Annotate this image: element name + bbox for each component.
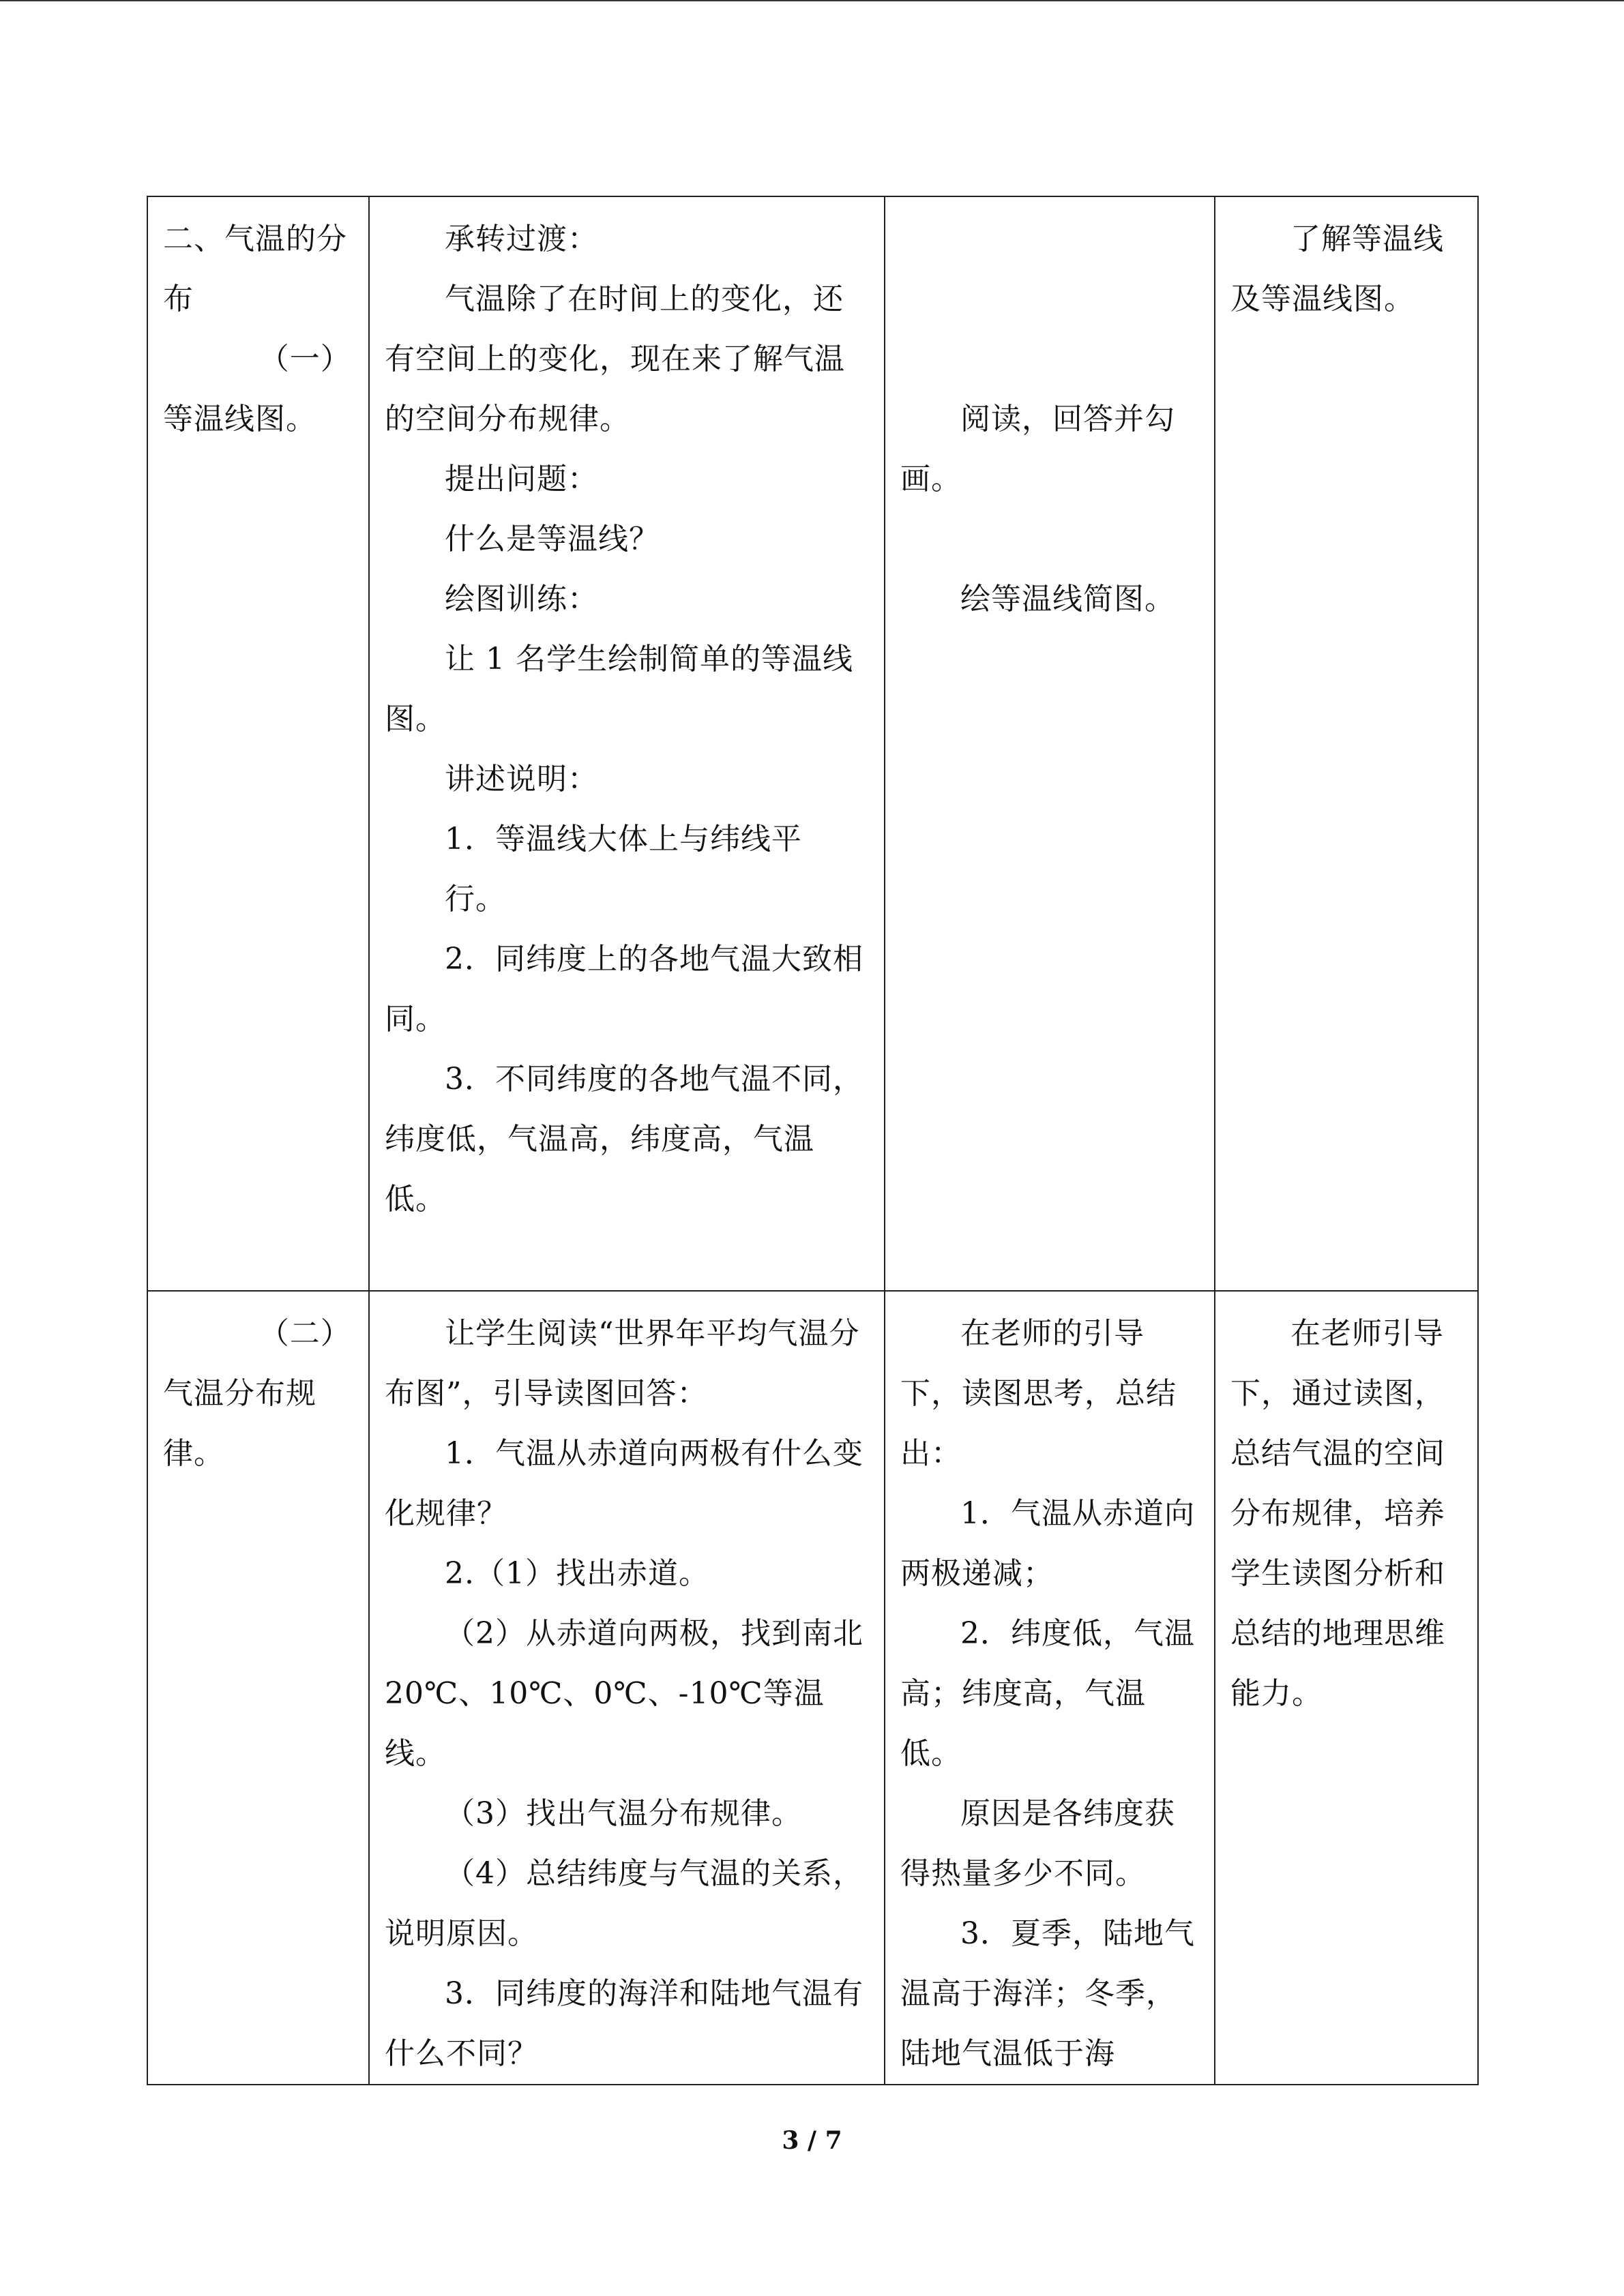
teacher-text: 绘图训练：	[445, 582, 598, 616]
teacher-text: 2．同纬度上的各地气温大致相同。	[385, 942, 863, 1037]
teacher-text: 3．同纬度的海洋和陆地气温有什么不同？	[385, 1976, 863, 2071]
student-text: 2．纬度低，气温高；纬度高，气温低。	[900, 1616, 1195, 1771]
student-text: 在老师的引导下，读图思考，总结出：	[900, 1316, 1177, 1471]
teacher-text: 行。	[445, 882, 506, 916]
teacher-text: 什么是等温线？	[445, 522, 660, 556]
teacher-text: （2）从赤道向两极，找到南北 20℃、10℃、0℃、-10℃等温线。	[385, 1616, 863, 1771]
page-number: 3 / 7	[782, 2126, 842, 2155]
teacher-text: 气温除了在时间上的变化，还有空间上的变化，现在来了解气温的空间分布规律。	[385, 282, 845, 436]
table-row	[147, 1291, 1478, 2085]
teacher-text: 让 1 名学生绘制简单的等温线图。	[385, 642, 853, 736]
teacher-activity-cell	[369, 196, 885, 1291]
student-activity-cell	[885, 196, 1215, 1291]
student-text: 阅读，回答并勾画。	[900, 402, 1175, 496]
section-title-cell	[147, 196, 369, 1291]
intent-text: 在老师引导下，通过读图，总结气温的空间分布规律，培养学生读图分析和总结的地理思维能力。	[1230, 1316, 1445, 1711]
subsection-title: 气温分布规律。	[163, 1376, 316, 1471]
subsection-title: 等温线图。	[163, 402, 316, 436]
intent-text: 了解等温线及等温线图。	[1230, 222, 1444, 316]
subsection-number: （一）	[259, 342, 351, 376]
section-heading: 二、气温的分布	[163, 222, 347, 316]
subsection-number: （二）	[259, 1316, 351, 1351]
design-intent-cell	[1215, 196, 1478, 1291]
teacher-text: 提出问题：	[445, 462, 598, 496]
student-text: 1．气温从赤道向两极递减；	[900, 1496, 1195, 1591]
teacher-text: 承转过渡：	[445, 222, 598, 256]
student-text: 原因是各纬度获得热量多少不同。	[900, 1796, 1175, 1891]
design-intent-cell	[1215, 1291, 1478, 2085]
section-title-cell	[147, 1291, 369, 2085]
student-text: 3．夏季，陆地气温高于海洋；冬季，陆地气温低于海	[900, 1916, 1195, 2071]
page-top-border	[0, 0, 1624, 1]
teacher-text: 1．等温线大体上与纬线平	[445, 822, 802, 856]
teacher-text: 2.（1）找出赤道。	[445, 1556, 709, 1591]
teacher-text: 3．不同纬度的各地气温不同，纬度低，气温高，纬度高，气温低。	[385, 1062, 863, 1217]
teacher-text: 1．气温从赤道向两极有什么变化规律？	[385, 1436, 863, 1531]
teacher-text: 让学生阅读“世界年平均气温分布图”，引导读图回答：	[385, 1316, 860, 1411]
teacher-text: （4）总结纬度与气温的关系，说明原因。	[385, 1856, 863, 1951]
teacher-text: 讲述说明：	[445, 762, 598, 796]
table-row	[147, 196, 1478, 1291]
student-text: 绘等温线简图。	[960, 582, 1175, 616]
teacher-text: （3）找出气温分布规律。	[445, 1796, 802, 1831]
lesson-plan-table	[147, 196, 1479, 2085]
student-activity-cell	[885, 1291, 1215, 2085]
teacher-activity-cell	[369, 1291, 885, 2085]
